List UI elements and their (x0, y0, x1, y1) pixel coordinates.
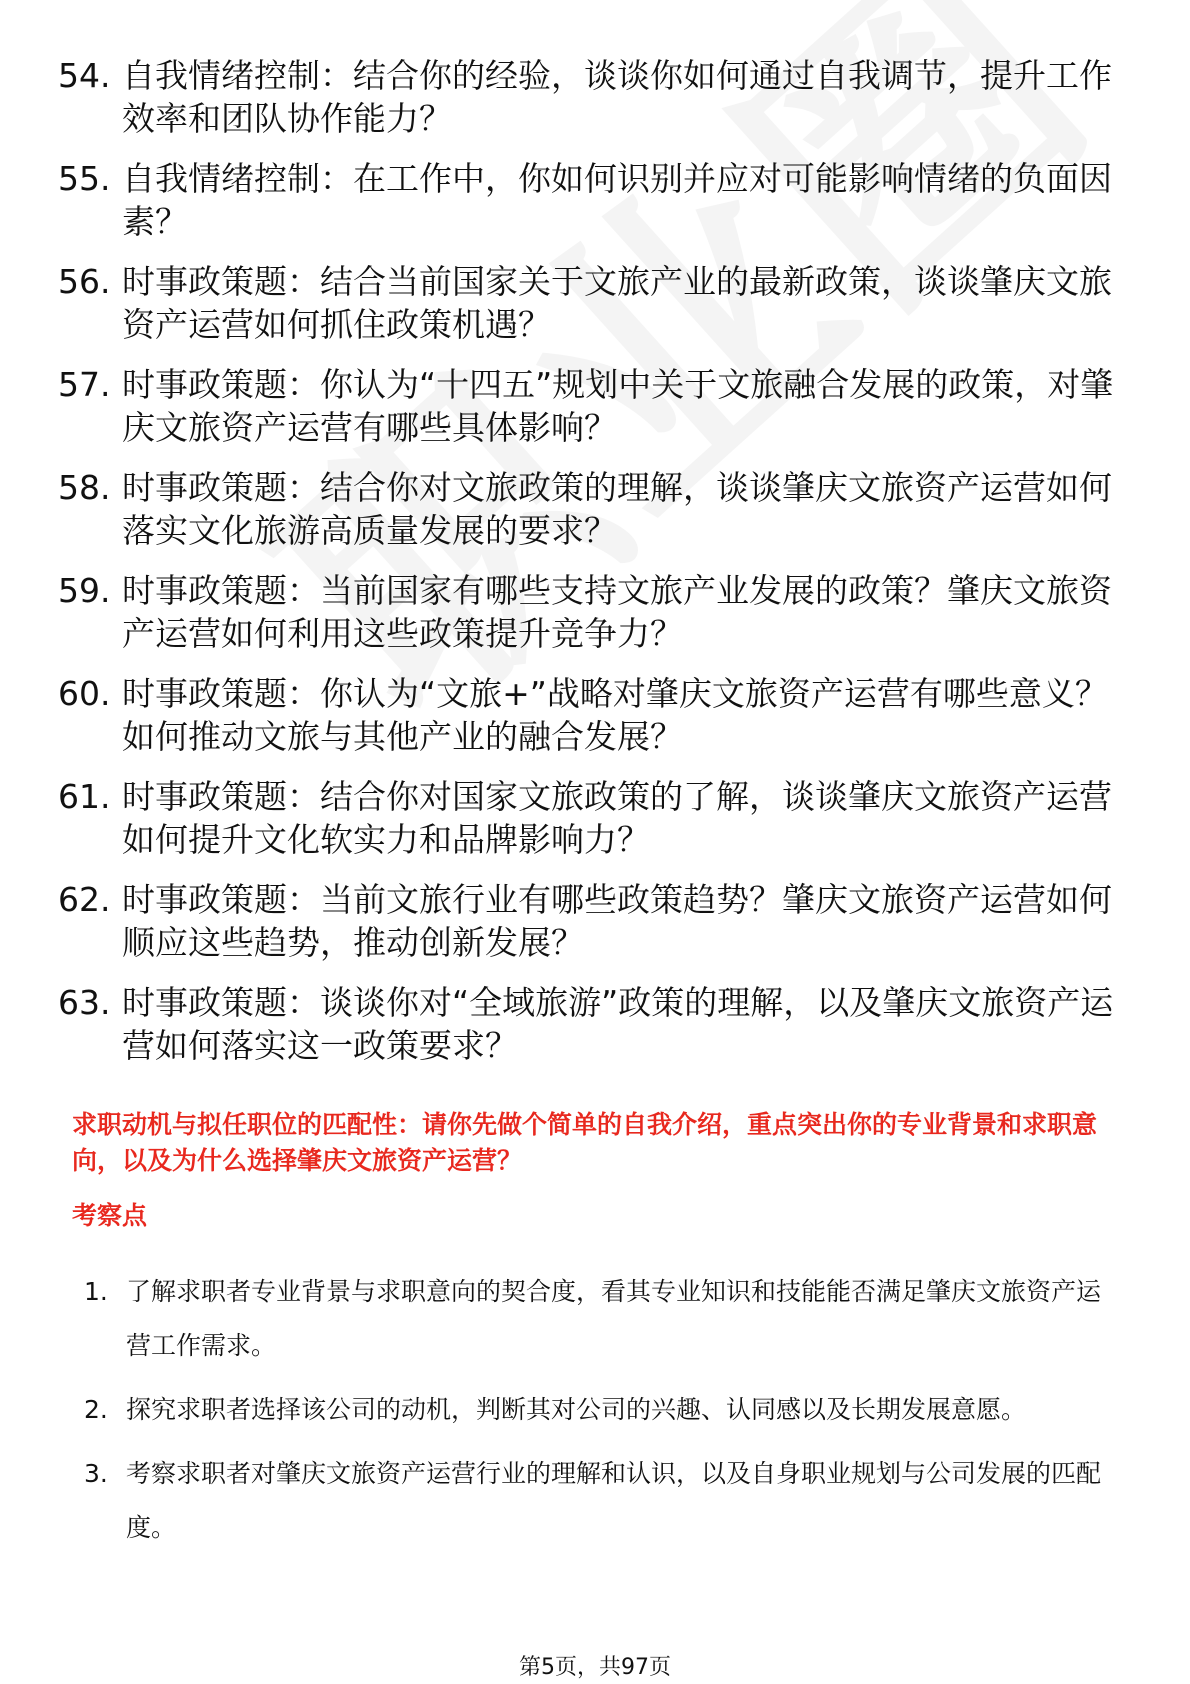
list-item (58, 157, 1138, 243)
item-number: 60. (58, 674, 111, 713)
item-text: 时事政策题：结合当前国家关于文旅产业的最新政策，谈谈肇庆文旅资产运营如何抓住政策机遇？ (122, 262, 1112, 344)
list-item (58, 363, 1138, 449)
item-text: 自我情绪控制：结合你的经验，谈谈你如何通过自我调节，提升工作效率和团队协作能力？ (122, 56, 1112, 138)
page-footer: 第5页，共97页 (519, 1655, 671, 1680)
item-text: 时事政策题：谈谈你对“全域旅游”政策的理解，以及肇庆文旅资产运营如何落实这一政策要求？ (122, 983, 1114, 1065)
list-item (58, 878, 1138, 964)
item-number: 1. (84, 1277, 108, 1306)
item-text: 时事政策题：当前文旅行业有哪些政策趋势？肇庆文旅资产运营如何顺应这些趋势，推动创新发展？ (122, 880, 1112, 962)
item-number: 3. (84, 1459, 108, 1488)
item-number: 2. (84, 1395, 108, 1424)
points-list (84, 1265, 1124, 1565)
item-number: 55. (58, 159, 111, 198)
list-item (84, 1383, 1124, 1437)
item-number: 62. (58, 880, 111, 919)
item-number: 58. (58, 468, 111, 507)
question-list (58, 54, 1138, 1084)
item-text: 时事政策题：你认为“文旅+”战略对肇庆文旅资产运营有哪些意义？如何推动文旅与其他产业的融合发展？ (122, 674, 1108, 756)
list-item (84, 1265, 1124, 1373)
list-item (58, 260, 1138, 346)
item-number: 61. (58, 777, 111, 816)
list-item (58, 54, 1138, 140)
item-number: 59. (58, 571, 111, 610)
list-item (58, 775, 1138, 861)
item-text: 了解求职者专业背景与求职意向的契合度，看其专业知识和技能能否满足肇庆文旅资产运营工作需求。 (126, 1277, 1102, 1360)
item-text: 探究求职者选择该公司的动机，判断其对公司的兴趣、认同感以及长期发展意愿。 (126, 1395, 1027, 1424)
item-text: 时事政策题：你认为“十四五”规划中关于文旅融合发展的政策，对肇庆文旅资产运营有哪些具体影响？ (122, 365, 1114, 447)
item-number: 54. (58, 56, 111, 95)
item-number: 57. (58, 365, 111, 404)
list-item (84, 1447, 1124, 1555)
list-item (58, 981, 1138, 1067)
item-number: 56. (58, 262, 111, 301)
item-text: 自我情绪控制：在工作中，你如何识别并应对可能影响情绪的负面因素？ (122, 159, 1112, 241)
list-item (58, 569, 1138, 655)
list-item (58, 466, 1138, 552)
item-text: 时事政策题：结合你对国家文旅政策的了解，谈谈肇庆文旅资产运营如何提升文化软实力和品牌影响力？ (122, 777, 1112, 859)
item-text: 时事政策题：结合你对文旅政策的理解，谈谈肇庆文旅资产运营如何落实文化旅游高质量发展的要求？ (122, 468, 1112, 550)
item-text: 时事政策题：当前国家有哪些支持文旅产业发展的政策？肇庆文旅资产运营如何利用这些政策提升竞争力？ (122, 571, 1112, 653)
item-number: 63. (58, 983, 111, 1022)
list-item (58, 672, 1138, 758)
item-text: 考察求职者对肇庆文旅资产运营行业的理解和认识，以及自身职业规划与公司发展的匹配度。 (126, 1459, 1102, 1542)
points-heading: 考察点 (72, 1201, 148, 1230)
motivation-question: 求职动机与拟任职位的匹配性：请你先做个简单的自我介绍，重点突出你的专业背景和求职意向，以及为什么选择肇庆文旅资产运营？ (72, 1110, 1098, 1175)
